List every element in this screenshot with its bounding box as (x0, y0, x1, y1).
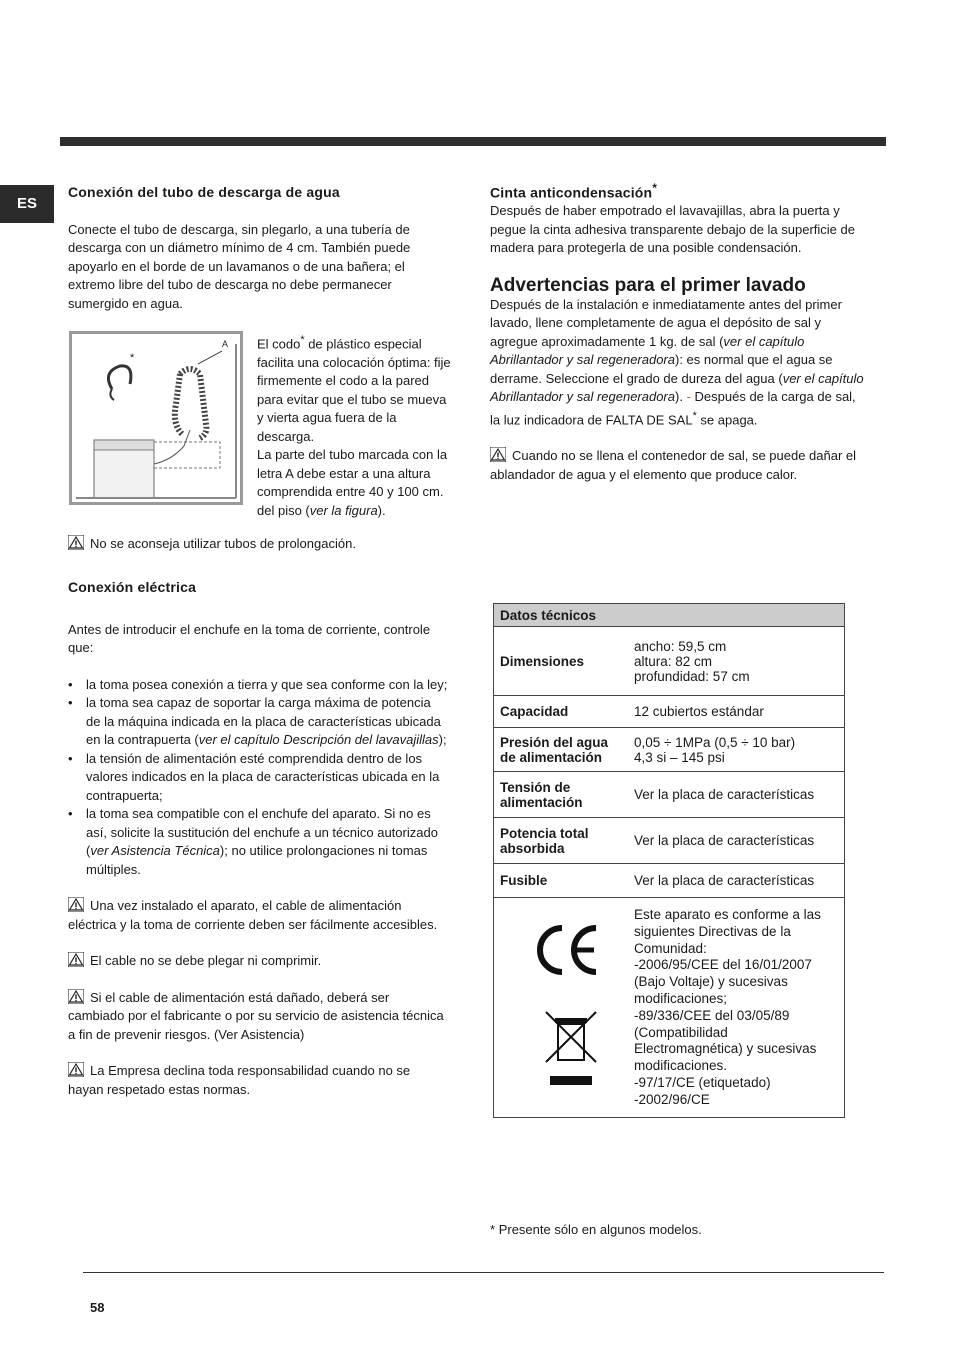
body-text: Después de la instalación e inmediatamente antes del primer lavado, llene completamente de agua el depósito de sal y agregue aproximadamente 1 kg. de sal ( (490, 296, 842, 349)
table-key: Fusible (494, 864, 629, 898)
warning-text: La Empresa declina toda responsabilidad cuando no se hayan respetado estas normas. (68, 1063, 411, 1097)
warning-icon (68, 897, 84, 912)
table-key: Potencia total absorbida (494, 818, 629, 864)
warning-text: Una vez instalado el aparato, el cable de alimentación eléctrica y la toma de corriente deben ser fácilmente accesibles. (68, 898, 438, 932)
drain-section (68, 183, 448, 313)
table-value: 0,05 ÷ 1MPa (0,5 ÷ 10 bar) 4,3 si – 145 psi (628, 728, 845, 772)
warning-text: Si el cable de alimentación está dañado, deberá ser cambiado por el fabricante o por su servicio de asistencia técnica a fin de prevenir riesgos. (Ver Asistencia) (68, 989, 444, 1042)
ce-weee-icon (500, 912, 610, 1092)
anticondensation-body: Después de haber empotrado el lavavajillas, abra la puerta y pegue la cinta adhesiva transparente debajo de la superficie de madera para protegerla de una posible condensación. (490, 203, 855, 256)
body-text: Después de la carga de sal, la luz indicadora de FALTA DE SAL (490, 389, 856, 427)
figure-a-label: A (222, 339, 229, 349)
table-value: Ver la placa de características (628, 864, 845, 898)
technical-data-table (493, 603, 845, 1118)
body-text: se apaga. (696, 411, 758, 427)
body-dash: - (686, 389, 691, 404)
warning-icon (68, 952, 84, 967)
table-row (494, 696, 845, 728)
warning-text: Cuando no se llena el contenedor de sal, se puede dañar el ablandador de agua y el elemento que produce calor. (490, 448, 857, 482)
conformity-row (494, 898, 845, 1118)
electric-section (68, 578, 448, 1099)
anticondensation-title (490, 180, 865, 202)
warning-damaged (68, 989, 448, 1045)
table-key: Presión del agua de alimentación (494, 728, 629, 772)
table-key: Dimensiones (494, 627, 629, 696)
table-value: Ver la placa de características (628, 818, 845, 864)
first-wash-title: Advertencias para el primer lavado (490, 275, 806, 296)
warning-accessible (68, 897, 448, 934)
table-row (494, 627, 845, 696)
table-row (494, 864, 845, 898)
table-row (494, 772, 845, 818)
warning-liability (68, 1062, 448, 1099)
warning-text: No se aconseja utilizar tubos de prolongación. (90, 536, 356, 551)
list-item-ref: ver el capítulo Descripción del lavavajillas (198, 732, 439, 747)
asterisk: * (652, 182, 658, 195)
list-item: • la toma posea conexión a tierra y que sea conforme con la ley; (68, 676, 448, 695)
list-item (68, 805, 448, 879)
body-ref: ver el capítulo Abrillantador y sal regeneradora (490, 370, 864, 404)
first-wash-section (490, 277, 865, 484)
title-text: Cinta anticondensación (490, 184, 653, 201)
asterisk: * (692, 409, 697, 422)
warning-icon (68, 989, 84, 1004)
warning-text: El cable no se debe plegar ni comprimir. (90, 953, 322, 968)
height-text (257, 446, 452, 520)
electric-intro: Antes de introducir el enchufe en la toma de corriente, controle que: (68, 621, 431, 655)
electric-title: Conexión eléctrica (68, 579, 197, 595)
warning-icon (490, 447, 506, 462)
table-header: Datos técnicos (494, 604, 845, 627)
list-item-text: ); no utilice prolongaciones ni tomas múltiples. (86, 843, 428, 877)
warning-extension (68, 535, 448, 554)
table-row (494, 728, 845, 772)
caption-part: ). (377, 502, 386, 518)
drain-body: Conecte el tubo de descarga, sin plegarlo, a una tubería de descarga con un diámetro mínimo de 4 cm. También puede apoyarlo en el borde de un lavamanos o de una bañera; el extremo libre del tubo de descarga no debe permanecer sumergido en agua. (68, 221, 411, 311)
list-item-ref: ver Asistencia Técnica (90, 843, 220, 858)
caption-part: La parte del tubo marcada con la letra A debe estar a una altura comprendida entre 40 y 100 cm. del piso ( (257, 447, 448, 518)
list-item: • la tensión de alimentación esté comprendida dentro de los valores indicados en la placa de características ubicada en la contrapuerta; (68, 750, 448, 806)
caption-ref: ver la figura (309, 502, 378, 518)
page-number: 58 (90, 1300, 105, 1315)
figure-star-label: * (130, 352, 135, 364)
conformity-text: Este aparato es conforme a las siguientes Directivas de la Comunidad: -2006/95/CEE del 16/01/2007 (Bajo Voltaje) y sucesivas modificaciones; -89/336/CEE del 03/05/89 (Compatibilidad Electromagnética) y sucesivas modificaciones. -97/17/CE (etiquetado) -2002/96/CE (628, 898, 845, 1118)
warning-icon (68, 535, 84, 550)
table-key: Capacidad (494, 696, 629, 728)
table-value: Ver la placa de características (628, 772, 845, 818)
bottom-rule (83, 1272, 884, 1273)
table-row (494, 818, 845, 864)
warning-salt (490, 447, 865, 484)
table-value: ancho: 59,5 cm altura: 82 cm profundidad: 57 cm (628, 627, 845, 696)
list-item-text: la toma sea capaz de soportar la carga máxima de potencia de la máquina indicada en la placa de características ubicada en la contrapuerta ( (86, 695, 441, 747)
warning-icon (68, 1062, 84, 1077)
elbow-text (257, 331, 452, 446)
electric-checklist (68, 676, 448, 880)
list-item-text: ); (438, 732, 447, 747)
body-ref: ver el capítulo Abrillantador y sal regeneradora (490, 333, 805, 367)
caption-part: de plástico especial facilita una colocación óptima: fije firmemente el codo a la pared para evitar que el tubo se mueva y vierta agua fuera de la descarga. (257, 336, 451, 444)
footnote-text: Presente sólo en algunos modelos. (498, 1222, 702, 1237)
first-wash-body (490, 296, 865, 430)
asterisk: * (490, 1222, 496, 1237)
footnote (490, 1222, 702, 1237)
caption-part: El codo (257, 336, 301, 352)
asterisk: * (300, 334, 305, 346)
table-header-row (494, 604, 845, 627)
body-text: ). (675, 389, 687, 404)
conformity-marks (494, 898, 629, 1118)
warning-cable (68, 952, 448, 971)
top-rule (60, 137, 886, 146)
body-text: ): es normal que el agua se derrame. Seleccione el grado de dureza del agua ( (490, 352, 833, 386)
list-item (68, 694, 448, 750)
table-key: Tensión de alimentación (494, 772, 629, 818)
table-value: 12 cubiertos estándar (628, 696, 845, 728)
drain-hose-figure (69, 331, 243, 505)
anticondensation-section (490, 180, 865, 258)
language-tab: ES (0, 185, 54, 223)
drain-title: Conexión del tubo de descarga de agua (68, 184, 340, 200)
list-item-text: la toma sea compatible con el enchufe del aparato. Si no es así, solicite la sustitución del enchufe a un técnico autorizado ( (86, 806, 438, 858)
figure-caption (257, 331, 452, 520)
